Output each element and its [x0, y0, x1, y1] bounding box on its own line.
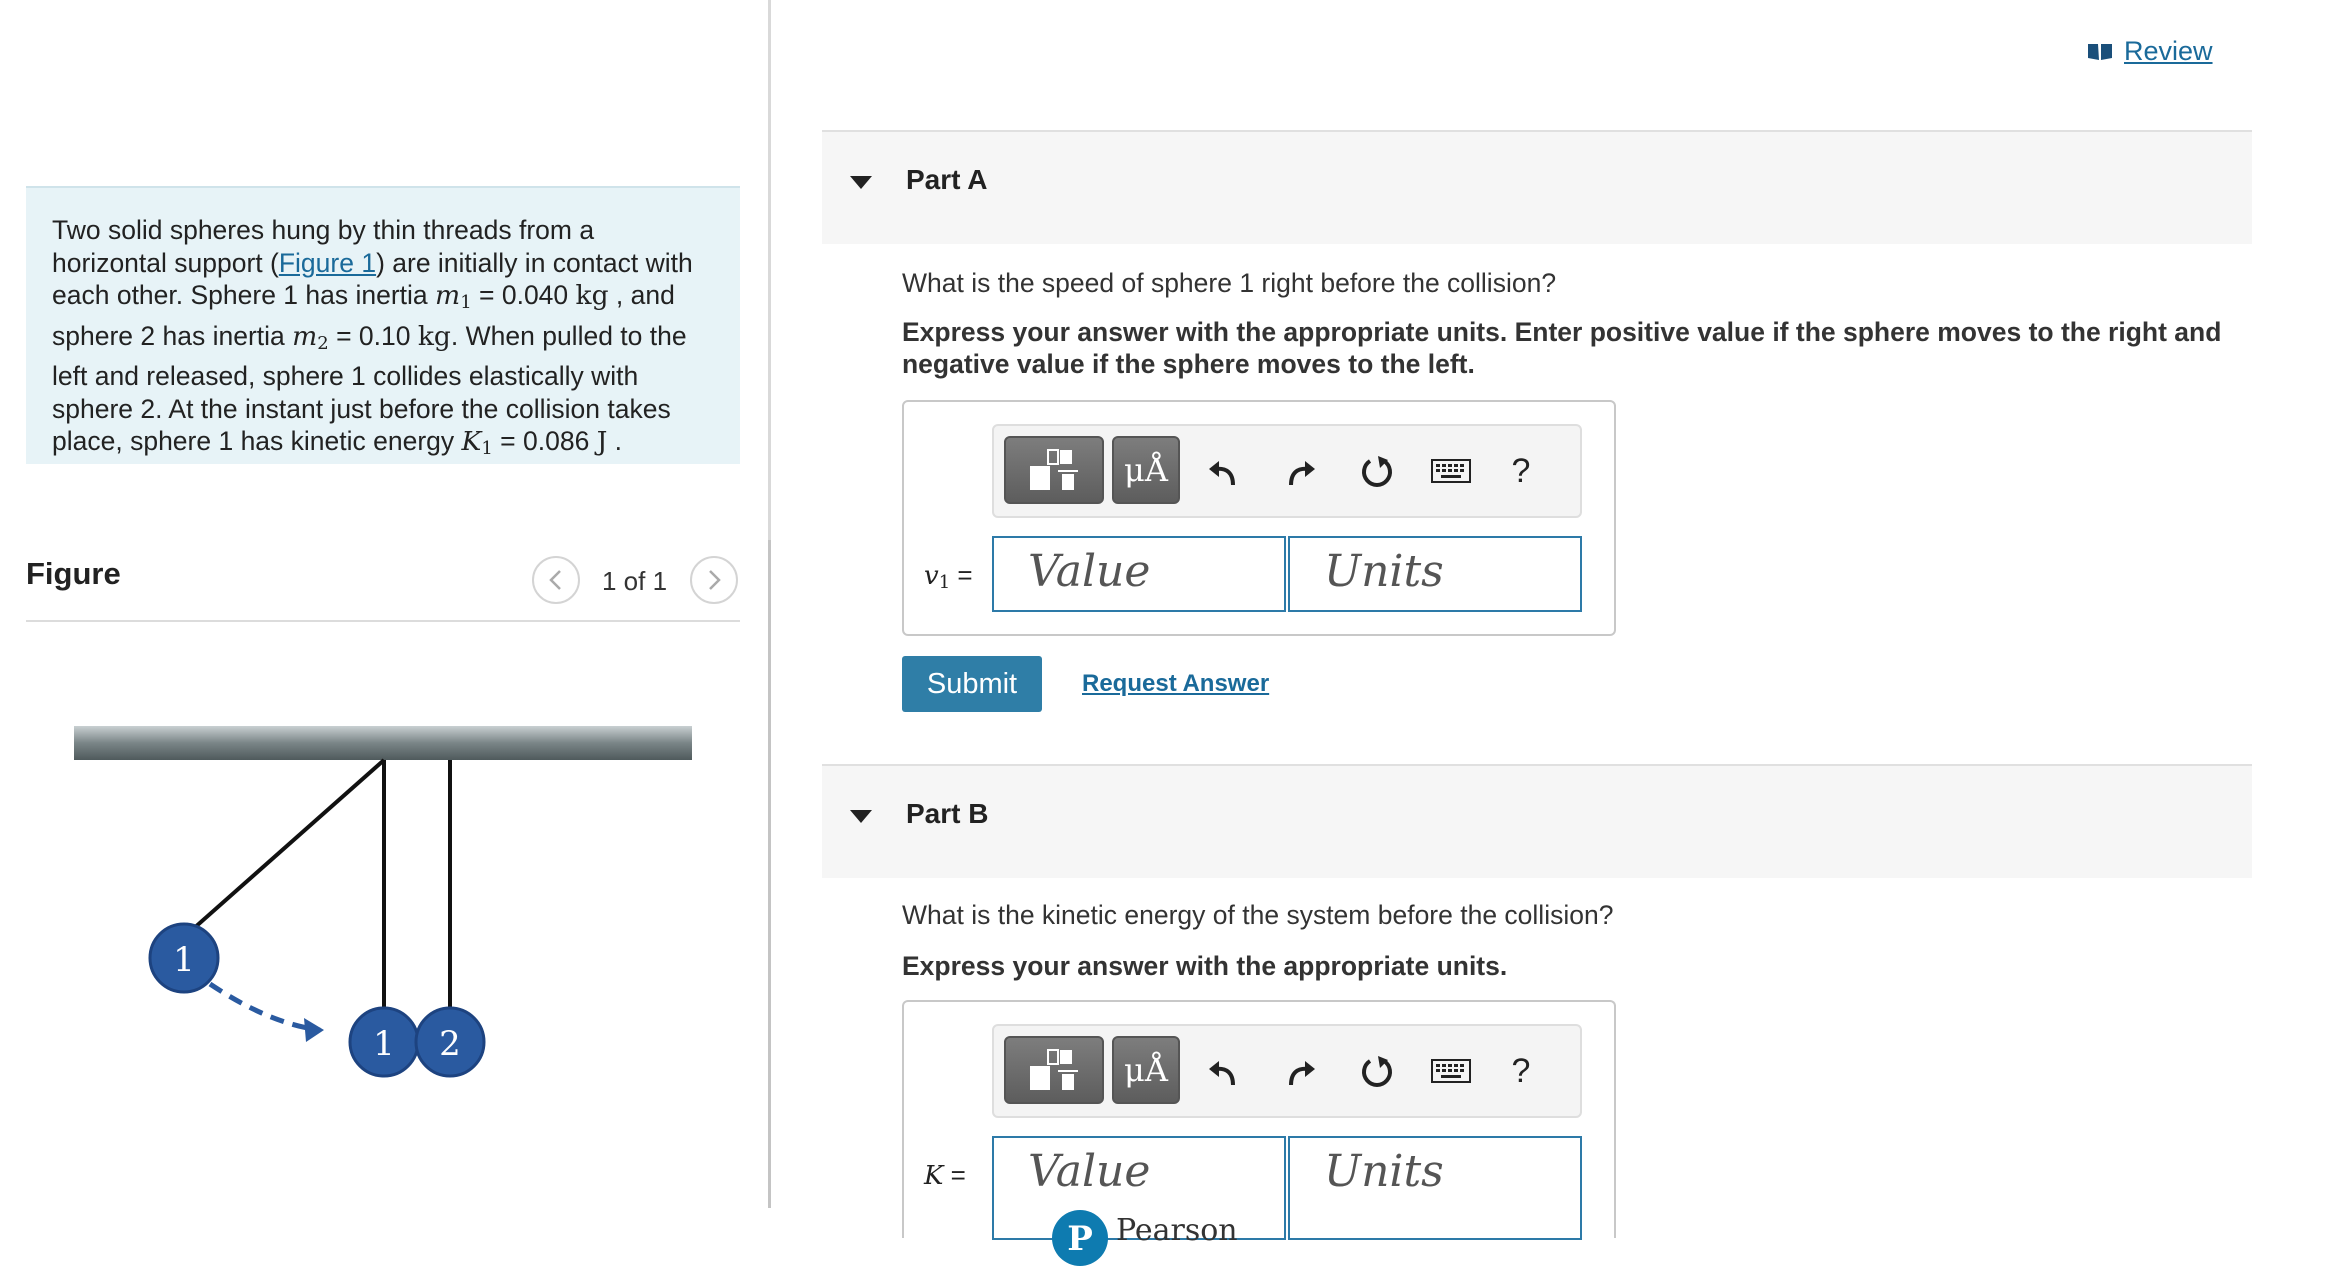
- v1-label: $v_1$ =: [924, 560, 973, 593]
- units-button[interactable]: [1112, 436, 1180, 504]
- problem-text: .: [607, 426, 623, 456]
- problem-text: ) are initially in contact with each other. Sphere 1 has inertia: [52, 247, 693, 310]
- part-b-header[interactable]: [822, 764, 2252, 878]
- previous-figure-button[interactable]: [532, 556, 580, 604]
- chevron-left-icon: [546, 568, 566, 592]
- m1-unit: kg: [575, 280, 609, 311]
- part-a-value-input[interactable]: Value: [992, 536, 1286, 612]
- templates-icon: [1022, 1044, 1086, 1096]
- undo-icon: [1205, 453, 1241, 489]
- math-toolbar: [992, 1024, 1582, 1118]
- redo-icon: [1283, 1053, 1319, 1089]
- figure-counter: 1 of 1: [602, 566, 668, 596]
- undo-button[interactable]: [1200, 448, 1246, 494]
- chevron-right-icon: [704, 568, 724, 592]
- sphere-1-start: [150, 924, 218, 992]
- part-a-answer-box: [902, 400, 1616, 636]
- sphere-2-label: 2: [439, 1024, 461, 1064]
- problem-panel: [0, 0, 770, 1238]
- reset-icon: [1358, 452, 1396, 490]
- reset-icon: [1358, 1052, 1396, 1090]
- review-link[interactable]: [2086, 36, 2213, 67]
- thread-1-displaced: [184, 760, 384, 937]
- part-b-units-input[interactable]: Units: [1288, 1136, 1582, 1240]
- help-icon: ?: [1511, 1051, 1531, 1090]
- sphere-1-contact-label: 1: [373, 1024, 395, 1064]
- redo-button[interactable]: [1278, 448, 1324, 494]
- next-figure-button[interactable]: [690, 556, 738, 604]
- pearson-logo: [1050, 1208, 1250, 1259]
- sphere-2: [416, 1008, 484, 1076]
- undo-icon: [1205, 1053, 1241, 1089]
- part-b-title: Part B: [906, 798, 989, 829]
- m1-symbol: $m_1$: [435, 280, 472, 313]
- figure-heading: Figure: [26, 556, 121, 591]
- reset-button[interactable]: [1354, 448, 1400, 494]
- submit-button[interactable]: Submit: [902, 656, 1042, 712]
- keyboard-button[interactable]: [1428, 448, 1474, 494]
- k-label: K =: [924, 1160, 966, 1191]
- keyboard-icon: [1431, 1058, 1471, 1084]
- units-button[interactable]: [1112, 1036, 1180, 1104]
- m2-symbol: $m_2$: [292, 320, 329, 354]
- part-a-units-input[interactable]: Units: [1288, 536, 1582, 612]
- m1-value: = 0.040: [471, 280, 576, 310]
- figure-divider: [26, 620, 740, 622]
- figure-link[interactable]: Figure 1: [278, 247, 377, 278]
- redo-icon: [1283, 453, 1319, 489]
- caret-down-icon[interactable]: [850, 810, 872, 823]
- part-b-answer-box: [902, 1000, 1616, 1238]
- m2-value: = 0.10: [328, 320, 418, 351]
- part-a-instruction: Express your answer with the appropriate units. Enter positive value if the sphere moves to the right and negative value if the sphere moves to the left.: [902, 317, 2222, 379]
- m2-unit: kg: [417, 320, 451, 352]
- sphere-1-label: 1: [173, 940, 195, 980]
- part-a-title: Part A: [906, 164, 988, 195]
- k1-unit: J: [596, 426, 608, 457]
- reset-button[interactable]: [1354, 1048, 1400, 1094]
- review-label: Review: [2124, 36, 2213, 66]
- units-icon: μÅ: [1124, 451, 1168, 489]
- part-b-value-input[interactable]: Value: [992, 1136, 1286, 1240]
- pendulum-figure: [60, 712, 720, 1092]
- help-button[interactable]: [1498, 1048, 1544, 1094]
- keyboard-icon: [1431, 458, 1471, 484]
- request-answer-link[interactable]: Request Answer: [1082, 670, 1270, 697]
- math-toolbar: [992, 424, 1582, 518]
- templates-button[interactable]: [1004, 1036, 1104, 1104]
- svg-text:P: P: [1067, 1219, 1093, 1259]
- sphere-1-contact: [350, 1008, 418, 1076]
- arrow-head: [304, 1018, 324, 1042]
- k1-symbol: $K_1$: [461, 426, 493, 459]
- caret-down-icon[interactable]: [850, 176, 872, 189]
- templates-button[interactable]: [1004, 436, 1104, 504]
- problem-statement: [26, 186, 740, 464]
- problem-text: Two solid spheres hung by thin threads from a horizontal support (: [52, 215, 595, 278]
- templates-icon: [1022, 444, 1086, 496]
- part-b-instruction: Express your answer with the appropriate units.: [902, 951, 1508, 981]
- redo-button[interactable]: [1278, 1048, 1324, 1094]
- panel-scrollbar[interactable]: [768, 540, 771, 1208]
- part-a-question: What is the speed of sphere 1 right before the collision?: [902, 268, 1557, 298]
- problem-text: . When pulled to the left and released, sphere 1 collides elastically with sphere 2. At the instant just before the collision takes place, sphere 1 has kinetic energy: [52, 320, 687, 456]
- problem-text: , and sphere 2 has inertia: [52, 280, 675, 351]
- part-b-question: What is the kinetic energy of the system before the collision?: [902, 900, 1614, 930]
- units-icon: μÅ: [1124, 1051, 1168, 1089]
- part-a-header[interactable]: [822, 130, 2252, 244]
- motion-arrow: [210, 984, 320, 1030]
- help-icon: ?: [1511, 451, 1531, 490]
- pearson-logo-text: Pearson: [1116, 1213, 1238, 1248]
- keyboard-button[interactable]: [1428, 1048, 1474, 1094]
- help-button[interactable]: [1498, 448, 1544, 494]
- support-bar: [74, 726, 692, 760]
- undo-button[interactable]: [1200, 1048, 1246, 1094]
- k1-value: = 0.086: [492, 426, 597, 456]
- book-icon: [2086, 42, 2114, 62]
